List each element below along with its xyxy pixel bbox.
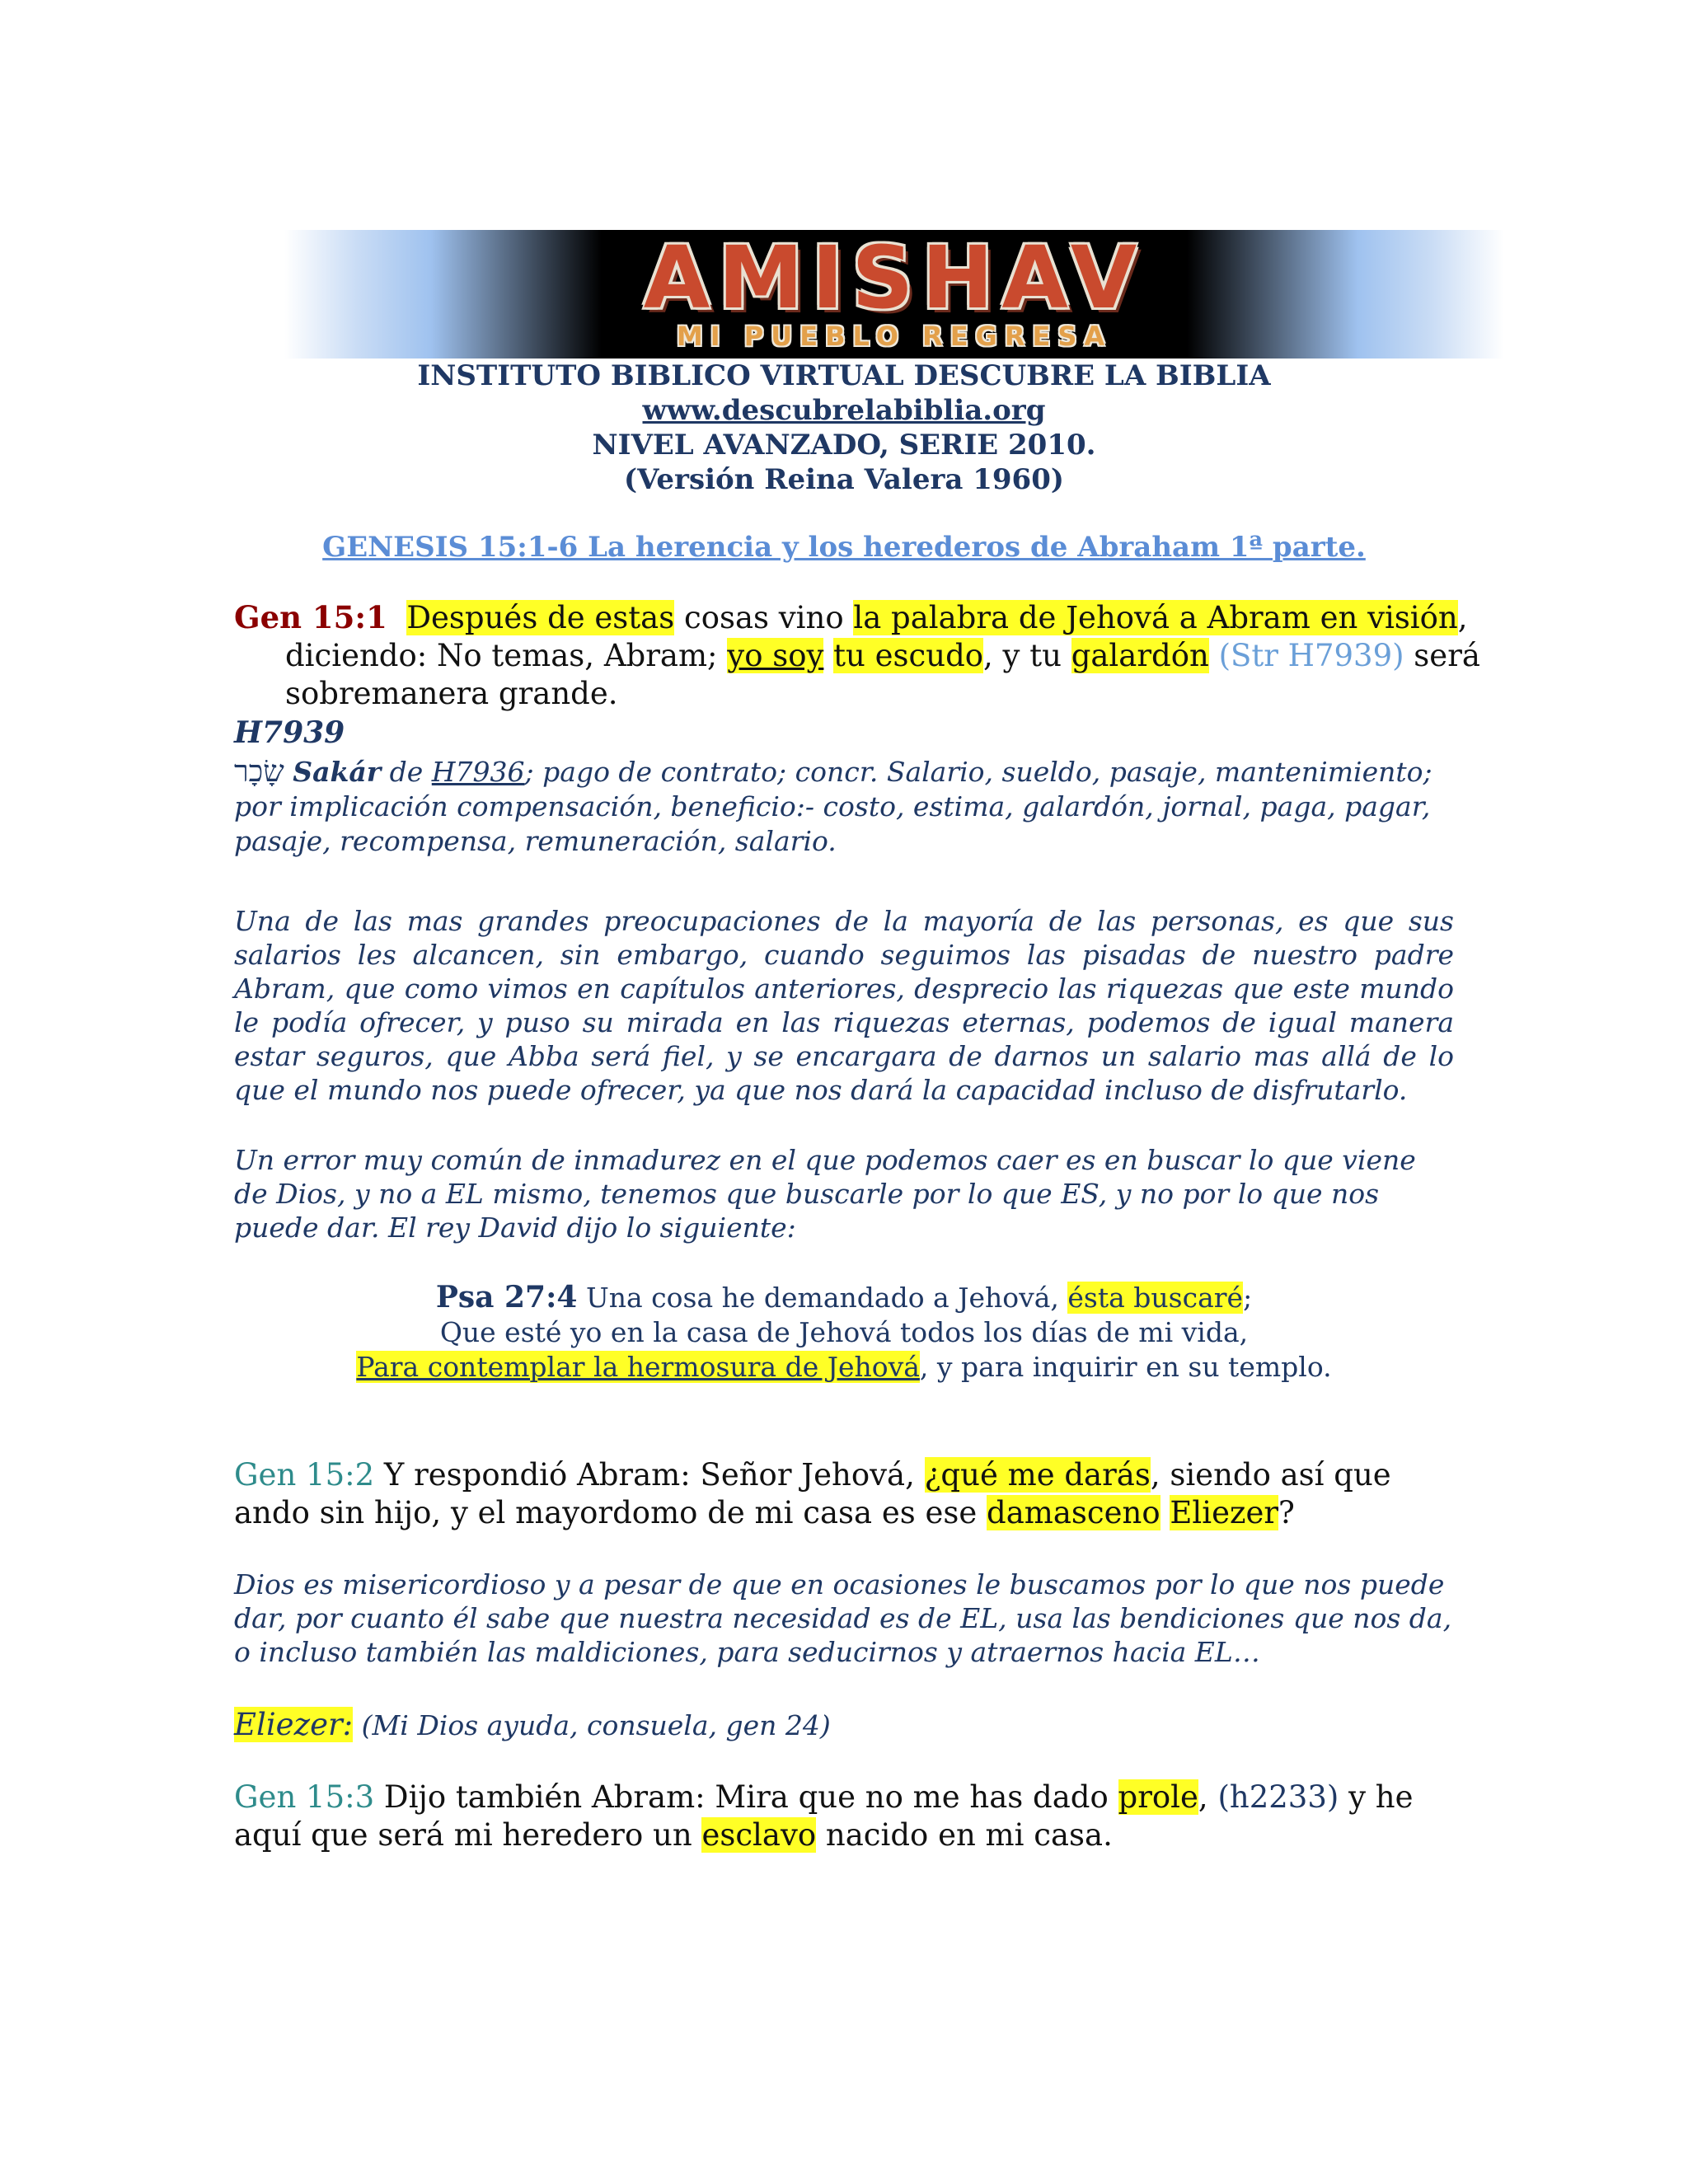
highlight: Eliezer: — [234, 1707, 354, 1742]
verse-text: ; — [1243, 1282, 1253, 1314]
verse-ref: Gen 15:2 — [234, 1457, 375, 1493]
strong-code: H7939 — [234, 715, 345, 750]
strong-reference[interactable]: (h2233) — [1217, 1779, 1339, 1815]
verse-gen-15-1 — [234, 598, 1505, 713]
highlight: ésta buscaré — [1067, 1282, 1244, 1314]
transliteration: Sakár — [293, 756, 382, 788]
verse-text — [1209, 638, 1219, 673]
highlight: Para contemplar la hermosura de Jehová — [356, 1351, 920, 1383]
verse-text: , siendo así que ando sin hijo, y el mayordomo de mi casa es ese — [234, 1457, 1391, 1530]
highlight: esclavo — [701, 1817, 817, 1853]
amishav-banner — [284, 227, 1504, 359]
highlight: Después de estas — [406, 600, 675, 635]
verse-text: Una cosa he demandado a Jehová, — [577, 1282, 1068, 1314]
verse-text — [823, 638, 833, 673]
strong-code-heading — [234, 714, 1454, 752]
verse-text: cosas vino — [674, 600, 854, 635]
bible-version: (Versión Reina Valera 1960) — [624, 463, 1064, 496]
psalm-line: Que esté yo en la casa de Jehová todos los días de mi vida, — [439, 1316, 1249, 1348]
strong-definition — [234, 755, 1454, 859]
logo-subtitle: MI PUEBLO REGRESA — [676, 321, 1113, 352]
definition-text: de — [381, 756, 432, 788]
highlight: galardón — [1071, 638, 1209, 673]
eliezer-note — [234, 1708, 1454, 1742]
commentary-paragraph: Dios es misericordioso y a pesar de que en ocasiones le buscamos por lo que nos puede dar, por cuanto él sabe que nuestra necesidad es de EL, usa las bendiciones que nos da, o incluso también las maldiciones, para seducirnos y atraernos hacia EL… — [234, 1568, 1452, 1668]
commentary-paragraph: Un error muy común de inmadurez en el que podemos caer es en buscar lo que viene de Dios, y no a EL mismo, tenemos que buscarle por lo que ES, y no por lo que nos puede dar. El rey David dijo lo siguiente: — [234, 1144, 1416, 1244]
verse-gen-15-2 — [234, 1456, 1454, 1532]
definition-text: ; pago de contrato; concr. Salario, sueldo, pasaje, mantenimiento; por implicación compensación, beneficio:- costo, estima, galardón, jornal, paga, pagar, pasaje, recompensa, remuneración, salario. — [234, 756, 1432, 857]
strong-link[interactable]: H7936 — [431, 756, 525, 788]
psalm-line — [0, 1350, 1688, 1384]
verse-text: será sobremanera grande. — [285, 638, 1480, 711]
verse-ref: Psa 27:4 — [435, 1280, 578, 1315]
highlight: damasceno — [987, 1495, 1160, 1530]
verse-text: , y para inquirir en su templo. — [919, 1351, 1332, 1383]
amishav-logo: AMISHAV — [643, 227, 1146, 328]
highlight: Eliezer — [1170, 1495, 1279, 1530]
note-text: (Mi Dios ayuda, consuela, gen 24) — [353, 1709, 831, 1741]
highlight: yo soy — [727, 638, 824, 673]
verse-text: y he aquí que será mi heredero un — [234, 1779, 1414, 1853]
verse-text: Dijo también Abram: Mira que no me has dado — [374, 1779, 1118, 1815]
verse-text: ? — [1278, 1495, 1295, 1530]
verse-text: , — [1198, 1779, 1218, 1815]
website-link[interactable]: www.descubrelabiblia.org — [642, 394, 1046, 427]
psalm-line — [0, 1281, 1688, 1315]
highlight: ¿qué me darás — [924, 1457, 1151, 1493]
strong-reference[interactable]: (Str H7939) — [1218, 638, 1404, 673]
highlight: tu escudo — [833, 638, 984, 673]
verse-text — [1160, 1495, 1170, 1530]
verse-ref: Gen 15:3 — [234, 1779, 375, 1815]
highlight: prole — [1118, 1779, 1198, 1815]
commentary-paragraph: Una de las mas grandes preocupaciones de la mayoría de las personas, es que sus salarios les alcancen, sin embargo, cuando seguimos las pisadas de nuestro padre Abram, que como vimos en capítulos anteriores, desprecio las riquezas que este mundo le podía ofrecer, y puso su mirada en las riquezas eternas, podemos de igual manera estar seguros, que Abba será fiel, y se encargara de darnos un salario mas allá de lo que el mundo nos puede ofrecer, ya que nos dará la capacidad incluso de disfrutarlo. — [234, 905, 1454, 1106]
verse-text: nacido en mi casa. — [816, 1817, 1113, 1853]
verse-ref: Gen 15:1 — [234, 599, 387, 635]
hebrew-word: שָׂכָר — [234, 755, 284, 789]
verse-text: , diciendo: No temas, Abram; — [285, 600, 1468, 673]
level-series: NIVEL AVANZADO, SERIE 2010. — [592, 429, 1096, 462]
highlight: la palabra de Jehová a Abram en visión — [853, 600, 1458, 635]
verse-gen-15-3 — [234, 1779, 1454, 1854]
verse-text: Y respondió Abram: Señor Jehová, — [374, 1457, 925, 1493]
institute-name: INSTITUTO BIBLICO VIRTUAL DESCUBRE LA BIBLIA — [417, 359, 1271, 392]
verse-text: , y tu — [983, 638, 1071, 673]
page-title: GENESIS 15:1-6 La herencia y los herederos de Abraham 1ª parte. — [322, 531, 1366, 564]
